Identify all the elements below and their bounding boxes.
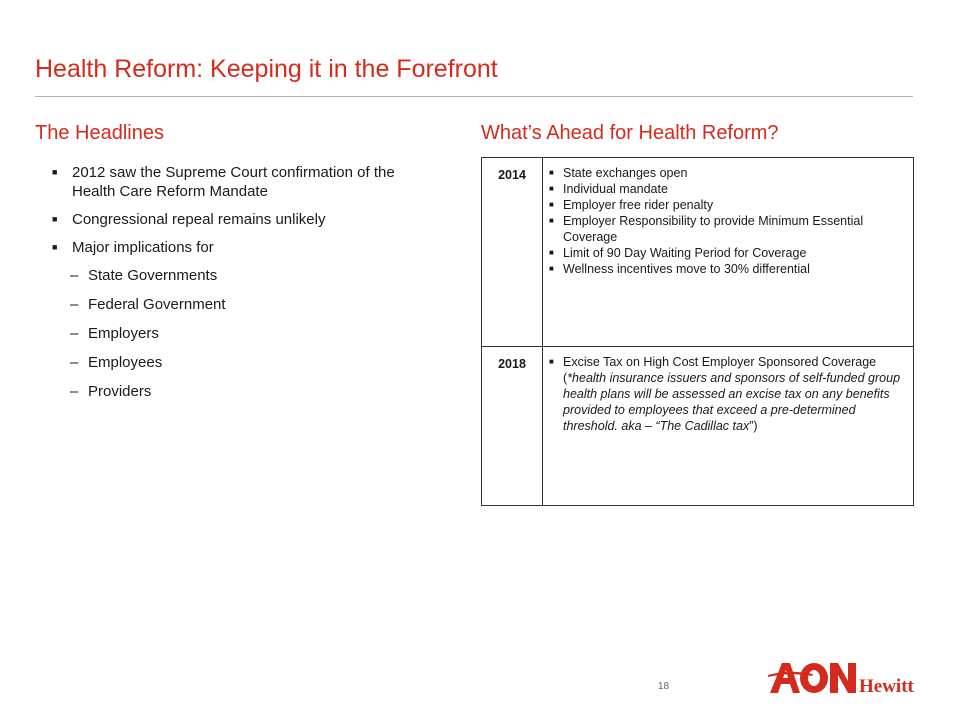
list-item: ■ Congressional repeal remains unlikely (52, 211, 326, 228)
square-bullet-icon: ■ (549, 200, 554, 209)
square-bullet-icon: ■ (52, 167, 58, 177)
square-bullet-icon: ■ (549, 184, 554, 193)
year-cell: 2014 (482, 158, 543, 347)
square-bullet-icon: ■ (549, 248, 554, 257)
list-item: ■ Wellness incentives move to 30% differential (549, 262, 810, 276)
sub-list-item: – Federal Government (70, 296, 226, 313)
square-bullet-icon: ■ (549, 168, 554, 177)
square-bullet-icon: ■ (52, 214, 58, 224)
paren-open: ( (563, 371, 568, 385)
year-cell: 2018 (482, 347, 543, 506)
list-item: ■ Individual mandate (549, 182, 668, 196)
page-number: 18 (658, 681, 670, 692)
square-bullet-icon: ■ (549, 216, 554, 225)
excise-tax-text: Excise Tax on High Cost Employer Sponsored Coverage (563, 355, 877, 369)
list-item: ■ Employer Responsibility to provide Minimum Essential Coverage (549, 214, 864, 244)
headlines-heading: The Headlines (35, 122, 164, 144)
slide-title: Health Reform: Keeping it in the Forefront (35, 55, 498, 83)
reform-timeline-table (481, 157, 914, 506)
aon-logo-mark (768, 663, 915, 697)
square-bullet-icon: ■ (549, 264, 554, 273)
svg-text:Hewitt: Hewitt (859, 676, 914, 697)
sub-list-item: – Employees (70, 354, 163, 371)
table-row (482, 347, 914, 506)
items-cell (543, 158, 914, 347)
items-cell (543, 347, 914, 506)
square-bullet-icon: ■ (549, 357, 554, 366)
dash-bullet-icon: – (70, 325, 79, 342)
dash-bullet-icon: – (70, 383, 79, 400)
square-bullet-icon: ■ (52, 242, 58, 252)
sub-list-item: – Employers (70, 325, 159, 342)
dash-bullet-icon: – (70, 296, 79, 313)
list-item (549, 354, 907, 434)
table-row (482, 158, 914, 347)
list-item: ■ State exchanges open (549, 166, 688, 180)
excise-tax-note: *health insurance issuers and sponsors of self-funded group health plans will be assessed an excise tax on any benefits provided to employees that exceed a pre-determined threshold. aka – “The Cadillac tax (563, 371, 901, 433)
whats-ahead-heading: What’s Ahead for Health Reform? (481, 122, 779, 144)
paren-close: ”) (749, 419, 758, 433)
list-item: ■ Major implications for (52, 239, 214, 256)
title-divider (35, 96, 913, 97)
dash-bullet-icon: – (70, 267, 79, 284)
headlines-list (52, 163, 442, 411)
sub-list-item: – State Governments (70, 267, 218, 284)
list-item: ■ 2012 saw the Supreme Court confirmation of the Health Care Reform Mandate (52, 164, 395, 200)
sub-list-item: – Providers (70, 383, 152, 400)
list-item: ■ Limit of 90 Day Waiting Period for Coverage (549, 246, 807, 260)
dash-bullet-icon: – (70, 354, 79, 371)
list-item: ■ Employer free rider penalty (549, 198, 714, 212)
aon-hewitt-logo (768, 657, 918, 697)
